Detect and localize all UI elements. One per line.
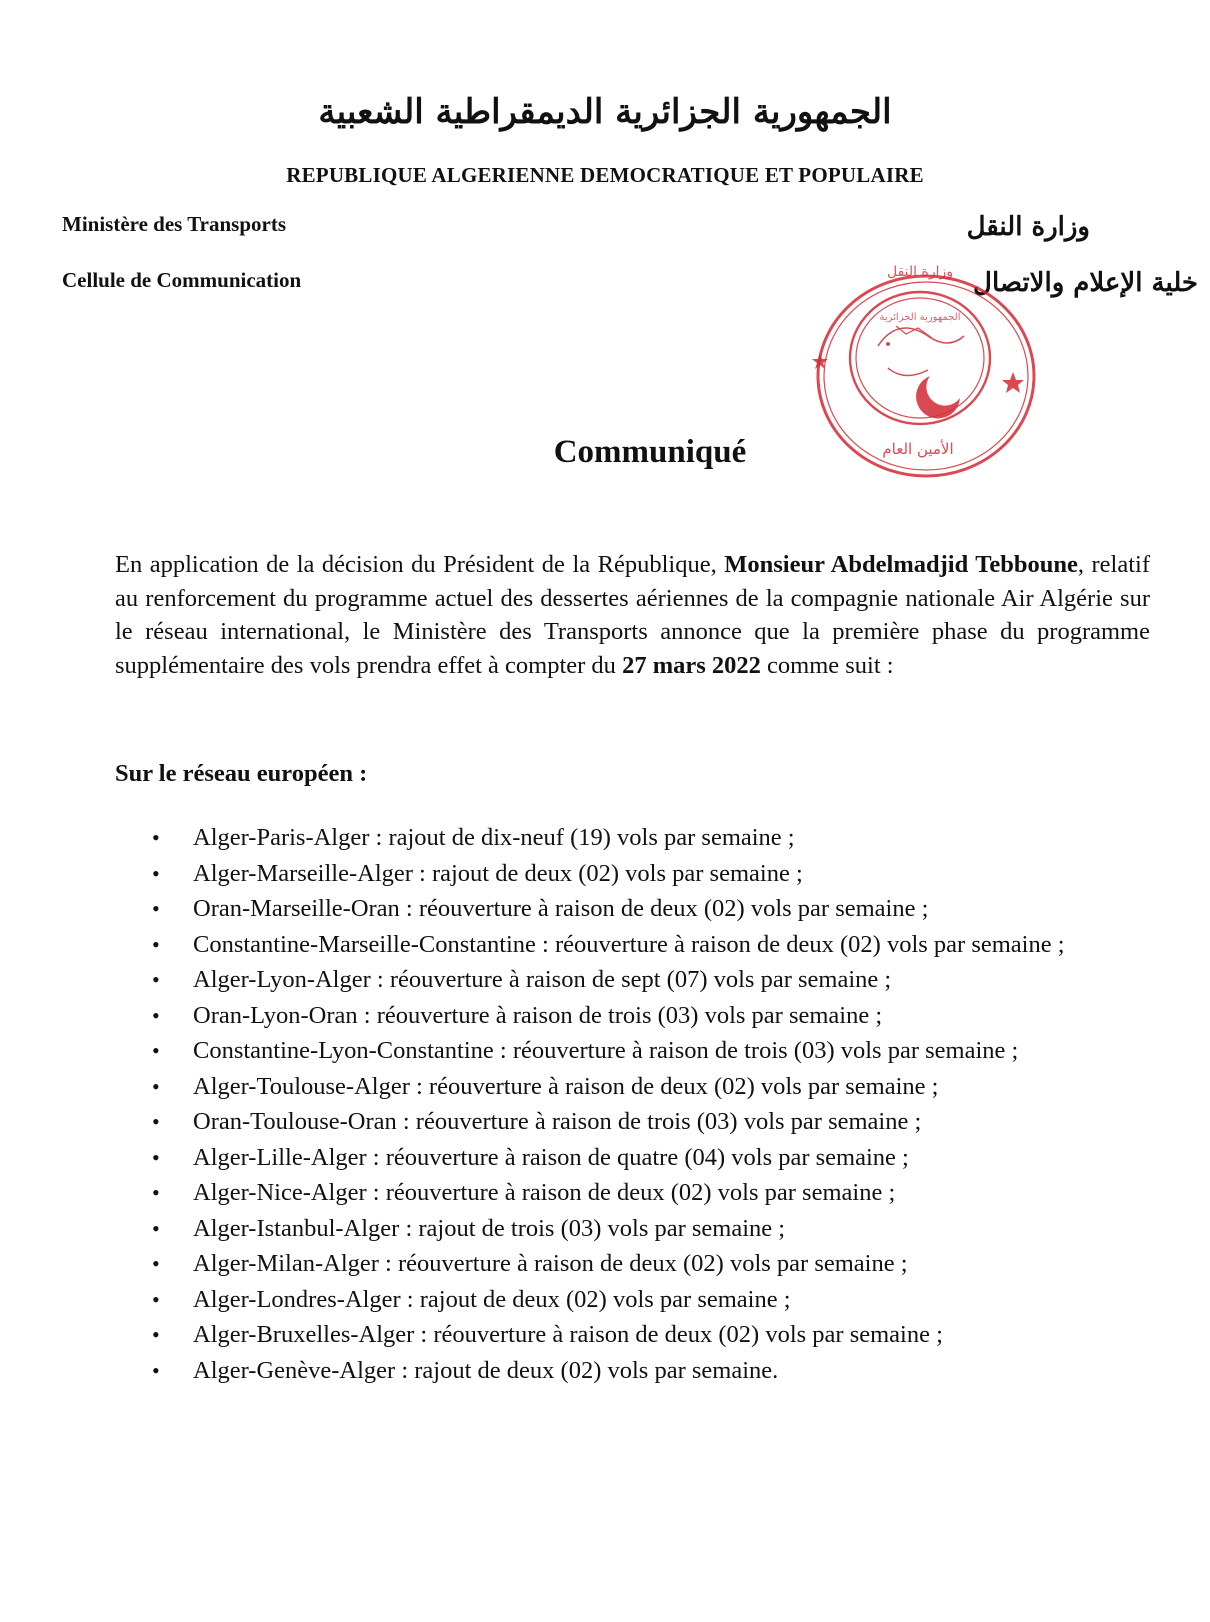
list-item [150, 1104, 1160, 1140]
route-text: Oran-Toulouse-Oran : réouverture à raison de trois (03) vols par semaine ; [193, 1108, 922, 1135]
cellule-name: Cellule de Communication [62, 268, 302, 292]
para-text-3: comme suit : [760, 651, 894, 679]
bullet-icon: • [152, 1215, 160, 1241]
list-item [150, 1282, 1160, 1318]
list-item [150, 962, 1160, 998]
section-title-european-network: Sur le réseau européen : [115, 760, 368, 787]
list-item [150, 1353, 1160, 1389]
french-republic-title: REPUBLIQUE ALGERIENNE DEMOCRATIQUE ET POPULAIRE [286, 163, 924, 187]
para-text-1: En application de la décision du Président de la République, [115, 551, 725, 578]
arabic-cellule-name: خلية الإعلام والاتصال [973, 268, 1198, 298]
bullet-icon: • [152, 1144, 160, 1170]
list-item [150, 891, 1160, 927]
list-item [150, 820, 1160, 856]
route-text: Alger-Bruxelles-Alger : réouverture à raison de deux (02) vols par semaine ; [193, 1321, 943, 1348]
arabic-ministry-name: وزارة النقل [966, 212, 1090, 242]
list-item [150, 1069, 1160, 1105]
bullet-icon: • [152, 967, 160, 992]
route-text: Alger-Paris-Alger : rajout de dix-neuf (19) vols par semaine ; [193, 824, 795, 851]
route-text: Alger-Milan-Alger : réouverture à raison de deux (02) vols par semaine ; [193, 1250, 908, 1277]
arabic-republic-title: الجمهورية الجزائرية الديمقراطية الشعبية [318, 92, 892, 132]
list-item [150, 1246, 1160, 1282]
route-text: Alger-Genève-Alger : rajout de deux (02) vols par semaine. [193, 1356, 779, 1384]
route-text: Oran-Marseille-Oran : réouverture à raison de deux (02) vols par semaine ; [193, 895, 929, 922]
route-text: Alger-Nice-Alger : réouverture à raison de deux (02) vols par semaine ; [193, 1179, 896, 1206]
bullet-icon: • [152, 1073, 160, 1099]
seal-bottom-text: الأمين العام [882, 440, 954, 458]
bullet-icon: • [152, 1002, 160, 1028]
route-text: Constantine-Marseille-Constantine : réouverture à raison de deux (02) vols par semaine ; [193, 930, 1065, 958]
bullet-icon: • [152, 1038, 160, 1063]
ministry-name: Ministère des Transports [62, 212, 286, 236]
communique-paragraph [115, 548, 1150, 682]
bullet-icon: • [152, 1322, 160, 1347]
president-name: Monsieur Abdelmadjid Tebboune [724, 551, 1078, 578]
bullet-icon: • [152, 1357, 160, 1383]
route-text: Alger-Toulouse-Alger : réouverture à raison de deux (02) vols par semaine ; [193, 1072, 939, 1100]
document-heading: Communiqué [553, 434, 747, 470]
list-item [150, 998, 1160, 1034]
list-item [150, 927, 1160, 963]
bullet-icon: • [152, 860, 160, 886]
route-text: Alger-Londres-Alger : rajout de deux (02) vols par semaine ; [193, 1285, 791, 1313]
route-text: Oran-Lyon-Oran : réouverture à raison de trois (03) vols par semaine ; [193, 1001, 883, 1029]
routes-list [150, 820, 1160, 1388]
effective-date: 27 mars 2022 [622, 651, 761, 679]
list-item [150, 1140, 1160, 1176]
seal-top-text: وزارة النقل [886, 264, 954, 280]
list-item [150, 856, 1160, 892]
route-text: Alger-Istanbul-Alger : rajout de trois (03) vols par semaine ; [193, 1214, 786, 1242]
bullet-icon: • [152, 1180, 160, 1205]
list-item [150, 1211, 1160, 1247]
bullet-icon: • [152, 1251, 160, 1276]
route-text: Alger-Marseille-Alger : rajout de deux (02) vols par semaine ; [193, 859, 803, 887]
bullet-icon: • [152, 896, 160, 921]
bullet-icon: • [152, 1109, 160, 1134]
seal-center-text: الجمهورية الجزائرية [879, 312, 961, 323]
para-text-2: , relatif au renforcement du programme actuel des dessertes aériennes de la compagnie nationale Air Algérie sur le réseau international, le Ministère des Transports annonce que la première phase du programme supplémentaire des vols prendra effet à compter du [115, 551, 1150, 679]
bullet-icon: • [152, 931, 160, 957]
list-item [150, 1317, 1160, 1353]
list-item [150, 1033, 1160, 1069]
route-text: Alger-Lyon-Alger : réouverture à raison de sept (07) vols par semaine ; [193, 966, 892, 993]
bullet-icon: • [152, 825, 160, 850]
route-text: Constantine-Lyon-Constantine : réouverture à raison de trois (03) vols par semaine ; [193, 1037, 1019, 1064]
route-text: Alger-Lille-Alger : réouverture à raison de quatre (04) vols par semaine ; [193, 1143, 909, 1171]
list-item [150, 1175, 1160, 1211]
bullet-icon: • [152, 1286, 160, 1312]
